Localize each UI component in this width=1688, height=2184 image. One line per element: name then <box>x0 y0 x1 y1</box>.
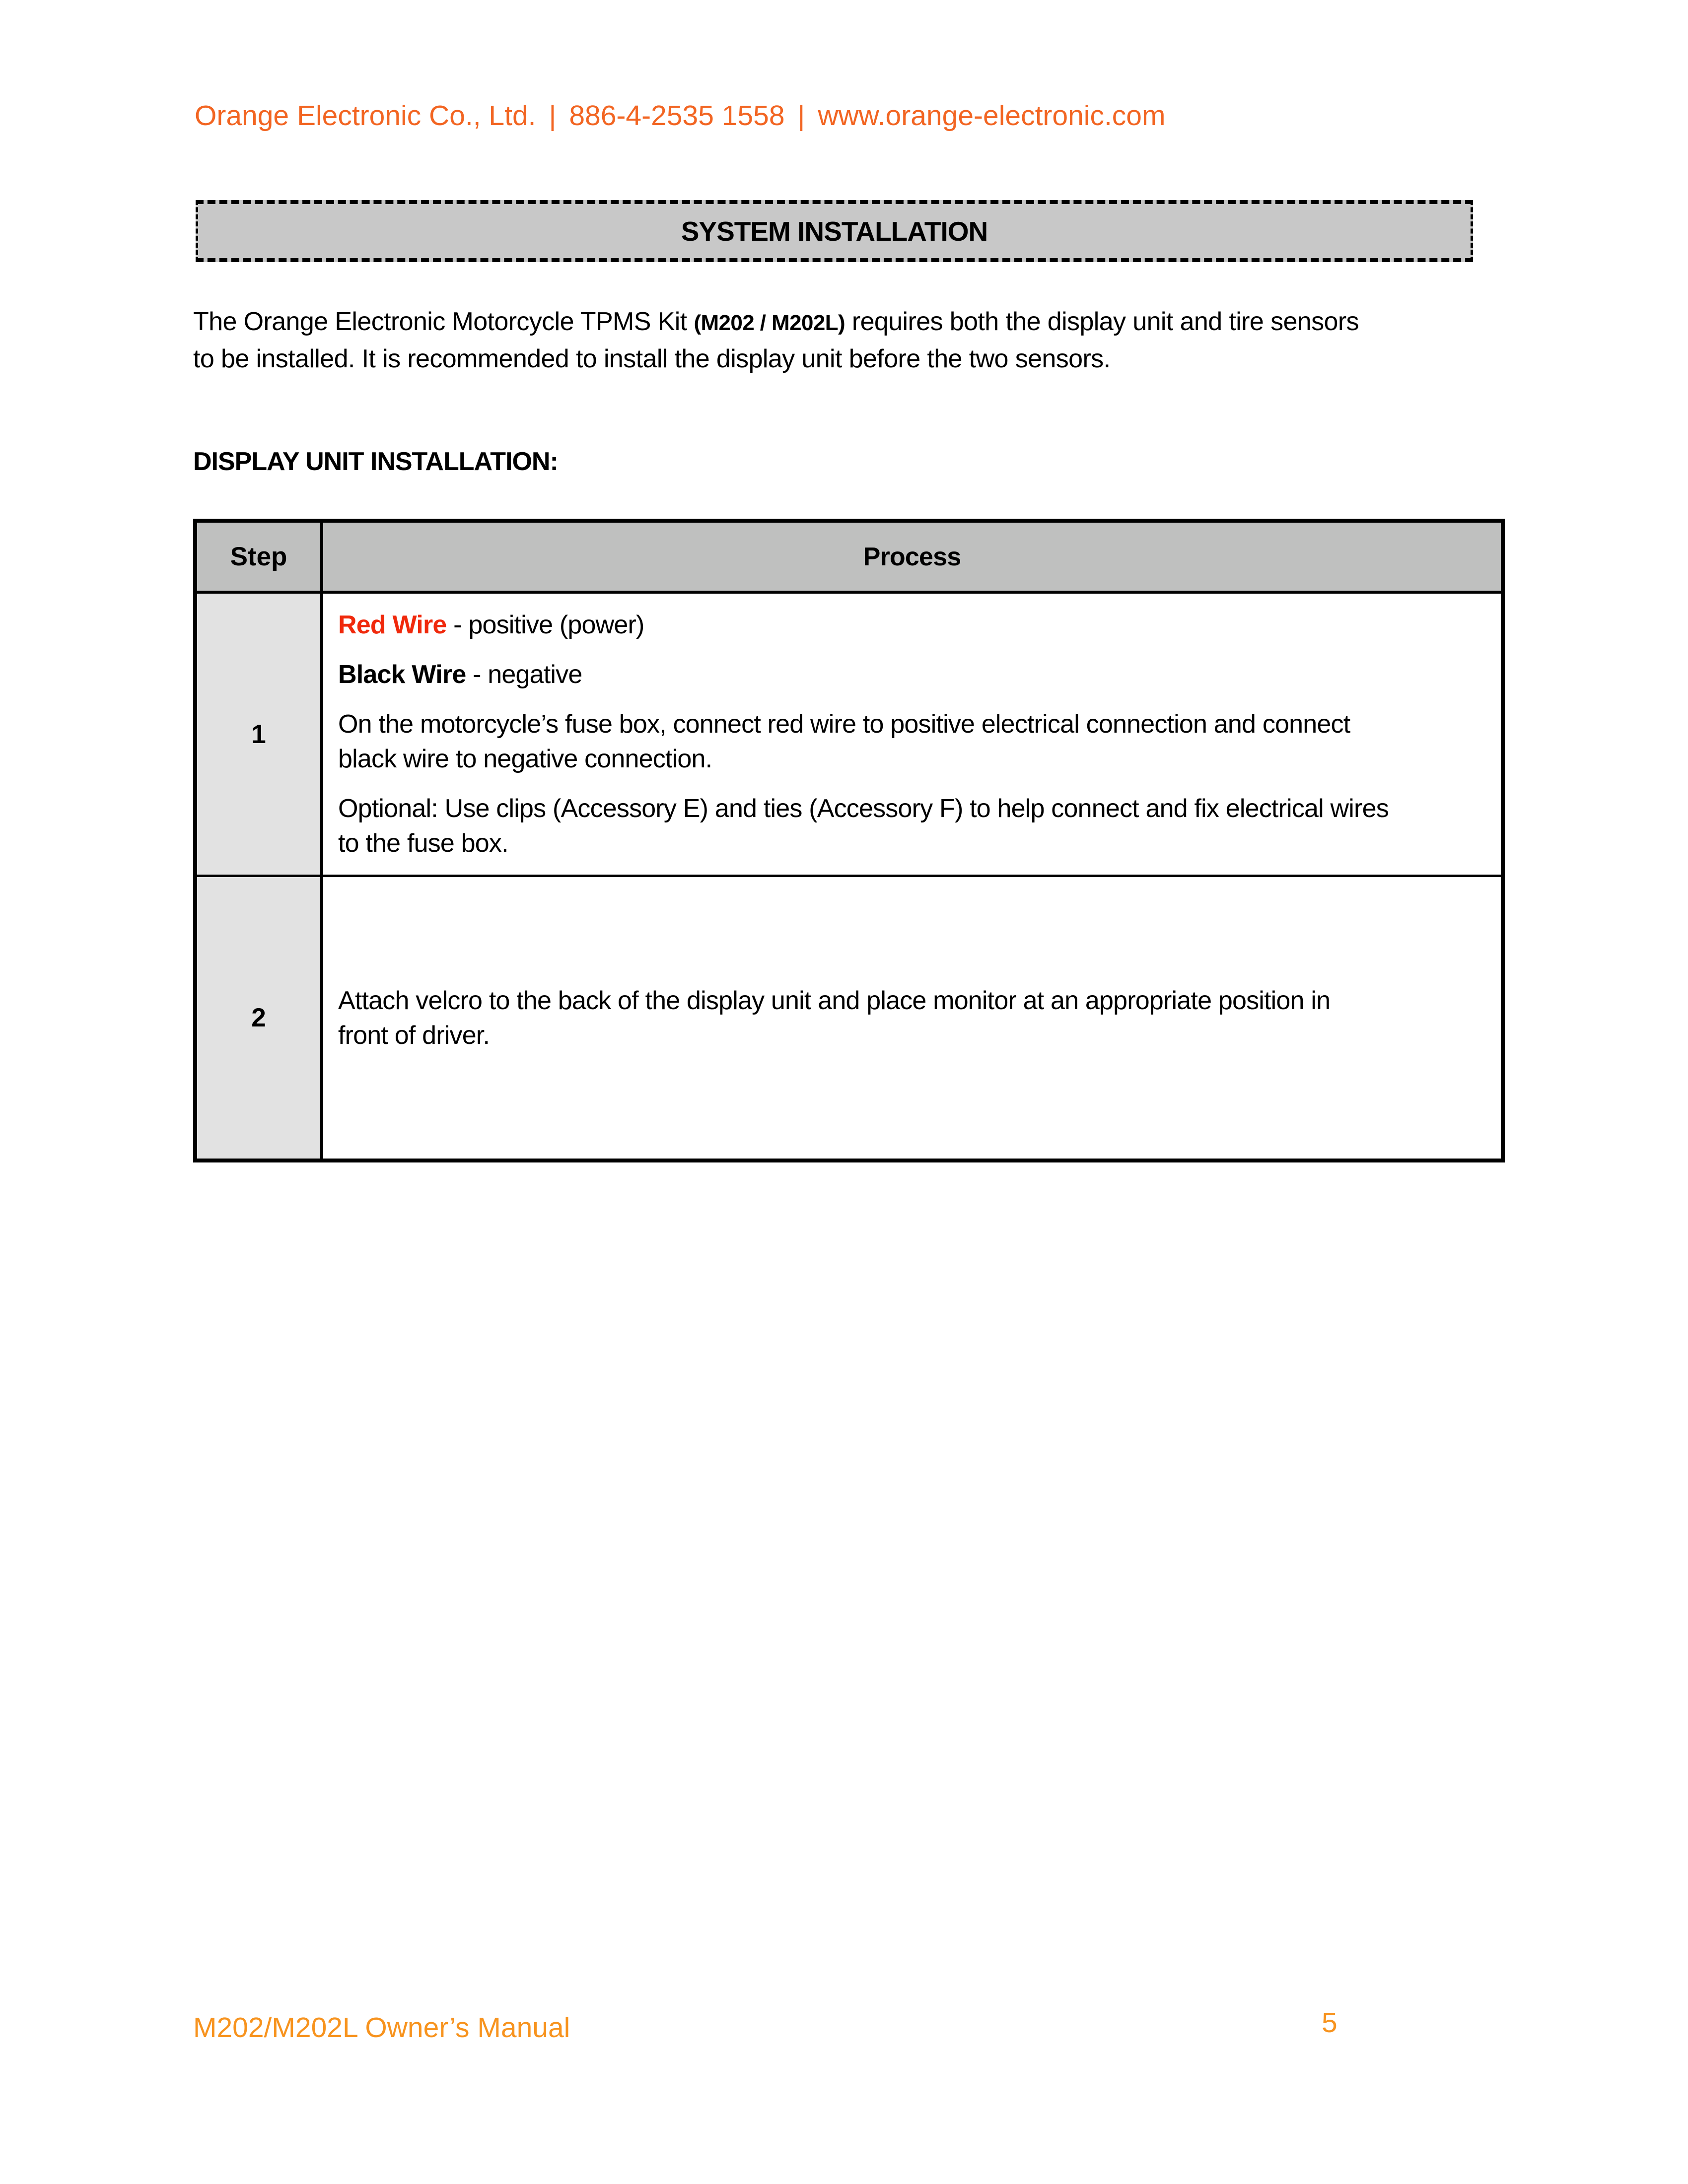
instruction-line: front of driver. <box>338 1021 490 1050</box>
optional-line: Optional: Use clips (Accessory E) and ties (Accessory F) to help connect and fix electrical wires <box>338 794 1389 823</box>
section-title-box <box>196 200 1473 262</box>
red-wire-desc: - positive (power) <box>446 611 644 639</box>
model-number: (M202 / M202L) <box>694 311 845 335</box>
header-step: Step <box>197 523 323 591</box>
installation-table <box>193 519 1505 1162</box>
page-number: 5 <box>1322 2007 1337 2039</box>
section-title: SYSTEM INSTALLATION <box>681 215 988 247</box>
red-wire-label: Red Wire <box>338 611 447 639</box>
table-row <box>197 877 1501 1159</box>
instruction-line: On the motorcycle’s fuse box, connect red wire to positive electrical connection and connect <box>338 710 1350 739</box>
black-wire-desc: - negative <box>466 660 582 689</box>
page-header <box>195 99 1165 132</box>
step-number: 2 <box>197 877 323 1159</box>
black-wire-label: Black Wire <box>338 660 466 689</box>
instruction-line: Attach velcro to the back of the display unit and place monitor at an appropriate position in <box>338 986 1331 1015</box>
header-process: Process <box>863 542 961 571</box>
instruction-line: black wire to negative connection. <box>338 745 712 773</box>
step-number: 1 <box>197 594 323 875</box>
phone-number: 886-4-2535 1558 <box>569 100 785 132</box>
intro-text: to be installed. It is recommended to install the display unit before the two sensors. <box>193 344 1111 373</box>
website-link[interactable]: www.orange-electronic.com <box>818 100 1166 132</box>
optional-line: to the fuse box. <box>338 829 508 858</box>
process-cell <box>323 594 1501 875</box>
process-cell <box>323 877 1501 1159</box>
subheading: DISPLAY UNIT INSTALLATION: <box>193 447 558 476</box>
footer-manual-title: M202/M202L Owner’s Manual <box>193 2012 570 2044</box>
company-name: Orange Electronic Co., Ltd. <box>195 100 536 132</box>
separator: | <box>797 100 805 132</box>
intro-text: requires both the display unit and tire sensors <box>845 307 1359 336</box>
separator: | <box>549 100 557 132</box>
intro-text: The Orange Electronic Motorcycle TPMS Kit <box>193 307 694 336</box>
table-row <box>197 594 1501 877</box>
table-header-row <box>197 523 1501 594</box>
intro-paragraph <box>193 304 1359 377</box>
